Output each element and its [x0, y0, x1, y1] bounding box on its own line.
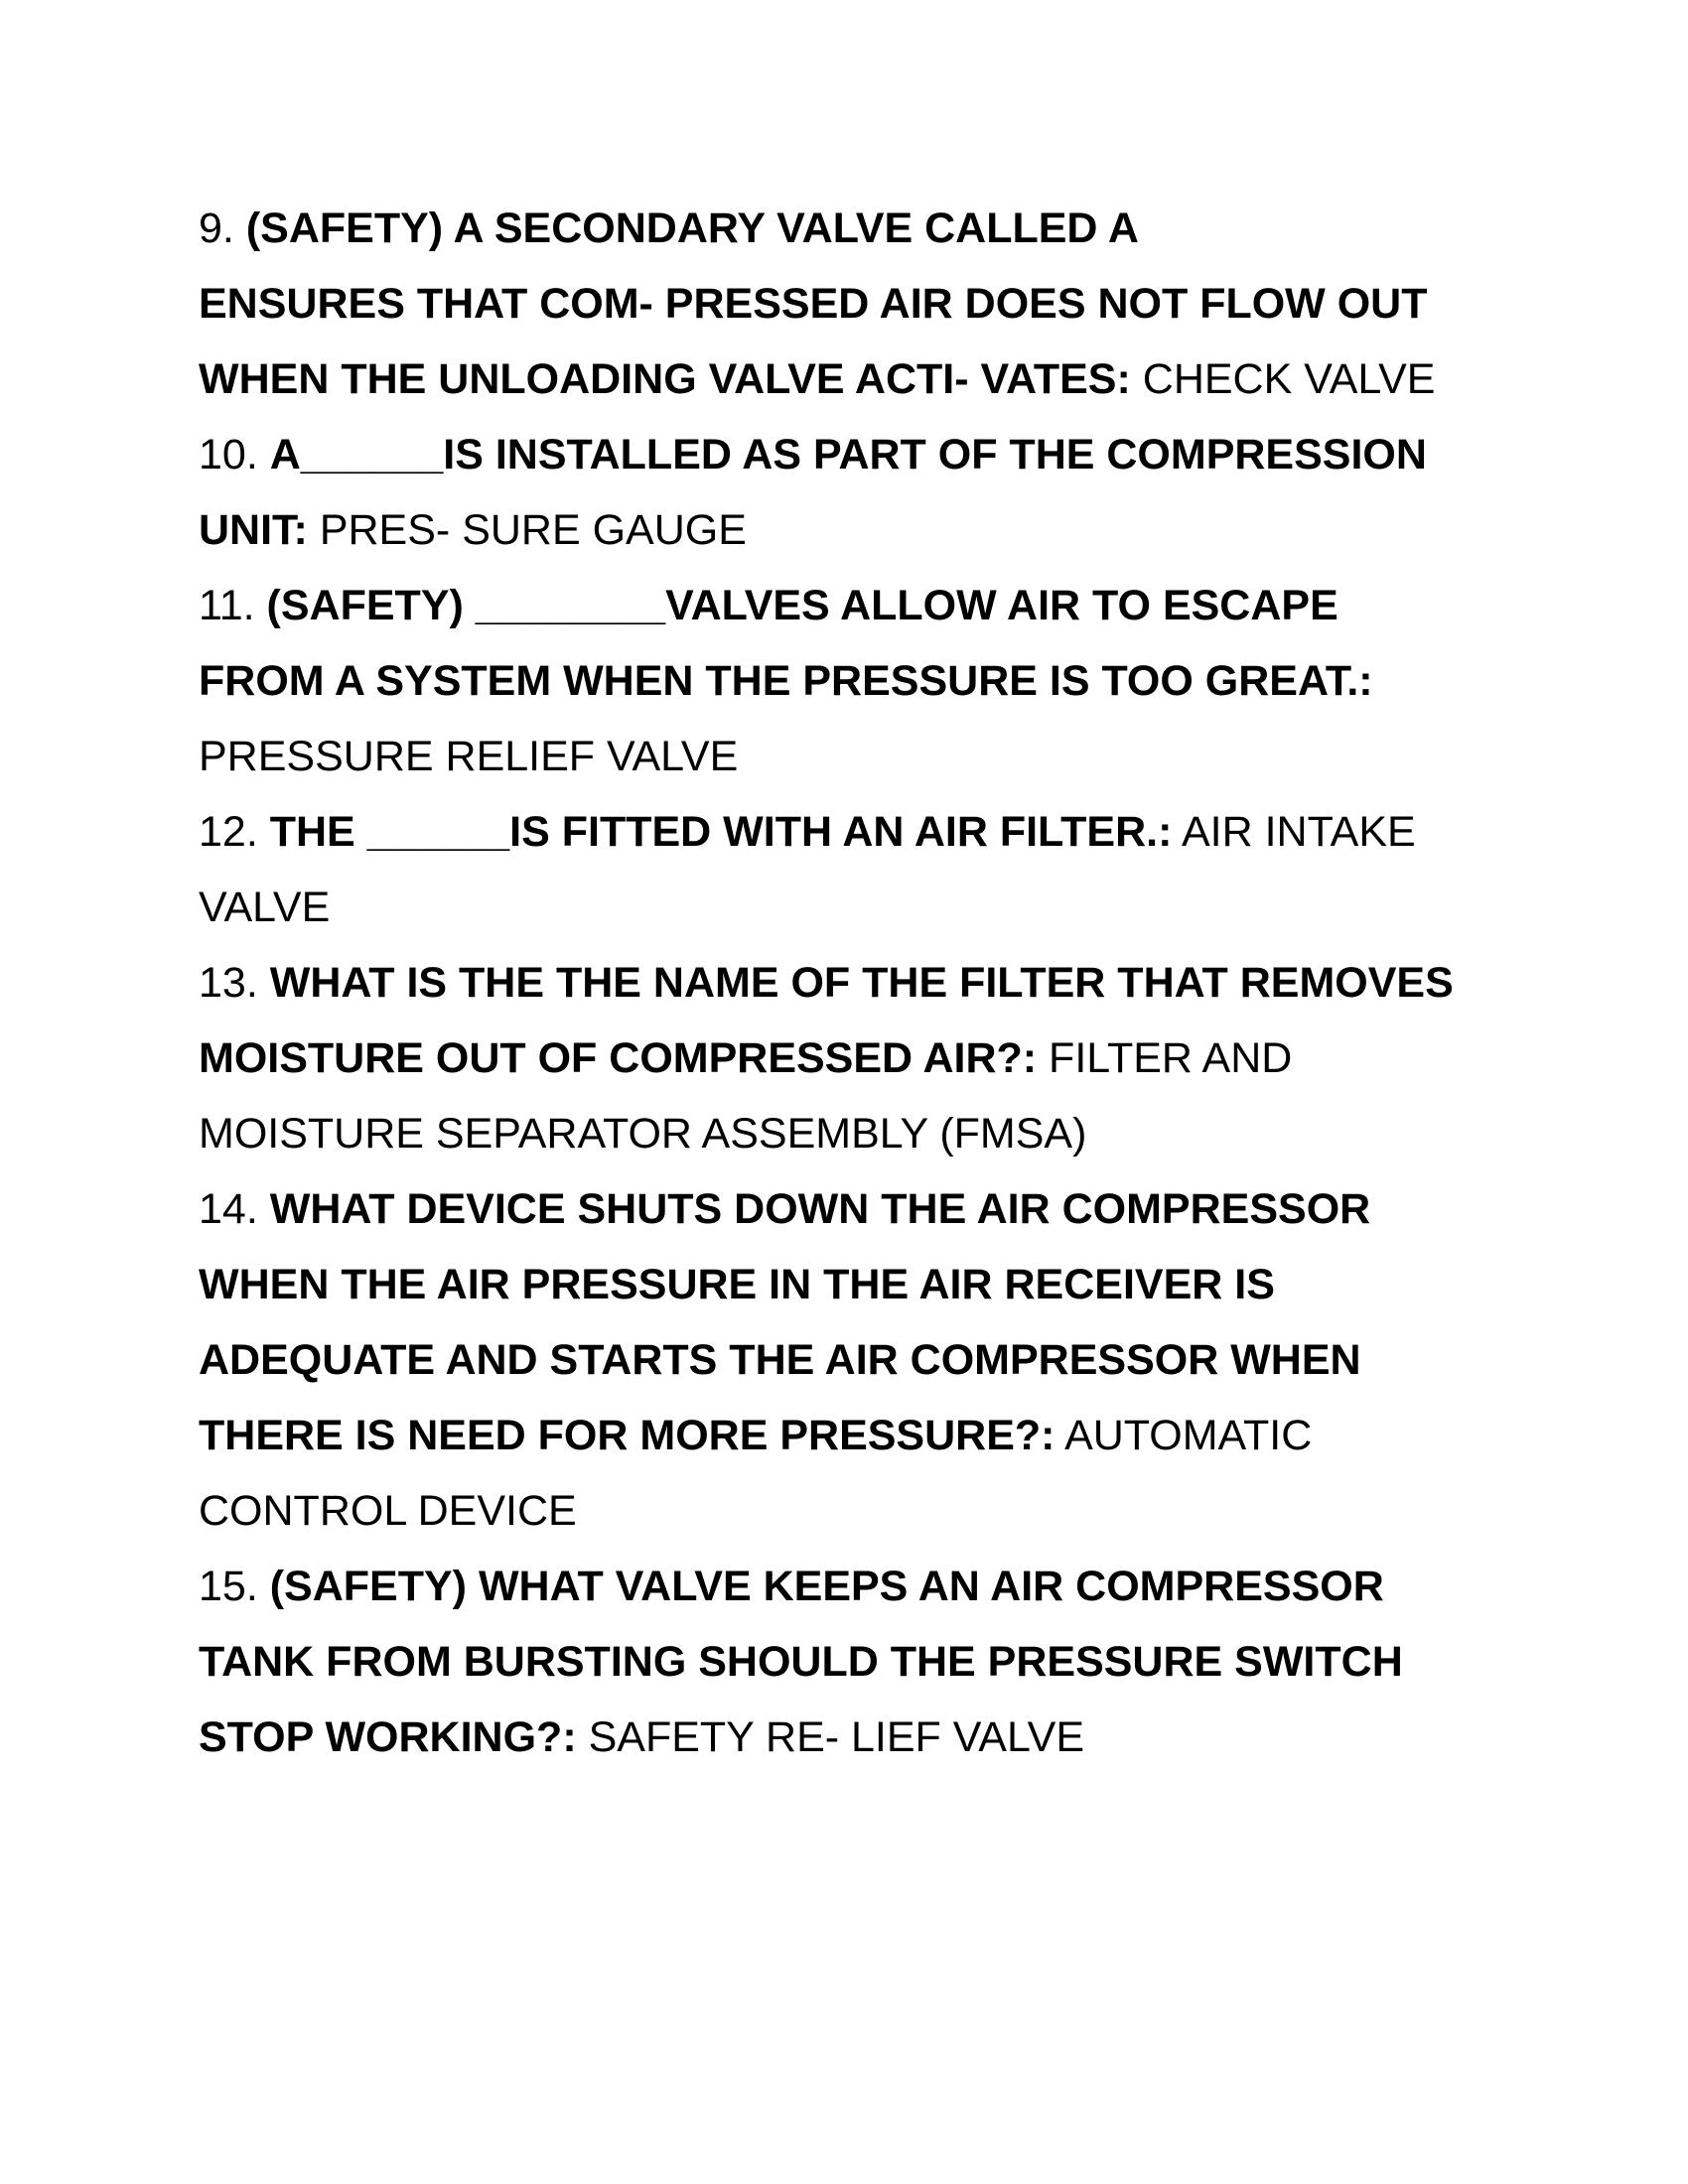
item-number: 14. [199, 1185, 258, 1233]
question-text: (SAFETY) A SECONDARY VALVE CALLED A [245, 205, 1139, 252]
question-text: (SAFETY) ________VALVES ALLOW AIR TO ESCAPE [266, 582, 1338, 629]
question-text: STOP WORKING?: [199, 1713, 577, 1761]
qa-line [199, 1322, 1489, 1398]
qa-item-14 [199, 1171, 1489, 1549]
qa-line [199, 719, 1489, 794]
qa-line [199, 1398, 1489, 1473]
qa-line [199, 568, 1489, 643]
qa-line [199, 1096, 1489, 1171]
answer-text: CHECK VALVE [1142, 355, 1436, 403]
qa-line [199, 1473, 1489, 1549]
item-number: 10. [199, 431, 258, 478]
qa-line [199, 945, 1489, 1021]
question-text: (SAFETY) WHAT VALVE KEEPS AN AIR COMPRESSOR [269, 1563, 1384, 1610]
question-text: FROM A SYSTEM WHEN THE PRESSURE IS TOO GREAT.: [199, 657, 1373, 705]
qa-line [199, 1021, 1489, 1096]
qa-line [199, 1171, 1489, 1247]
qa-line [199, 266, 1489, 341]
answer-text: CONTROL DEVICE [199, 1487, 577, 1535]
qa-item-11 [199, 568, 1489, 794]
qa-line [199, 643, 1489, 719]
qa-line [199, 1549, 1489, 1624]
qa-item-13 [199, 945, 1489, 1171]
question-text: ENSURES THAT COM- PRESSED AIR DOES NOT FLOW OUT [199, 280, 1428, 328]
item-number: 9. [199, 205, 234, 252]
answer-text: SAFETY RE- LIEF VALVE [588, 1713, 1085, 1761]
question-text: UNIT: [199, 506, 308, 554]
qa-item-15 [199, 1549, 1489, 1775]
qa-line [199, 341, 1489, 417]
item-number: 15. [199, 1563, 258, 1610]
qa-item-12 [199, 794, 1489, 945]
item-number: 11. [199, 582, 255, 629]
question-text: THE ______IS FITTED WITH AN AIR FILTER.: [269, 808, 1173, 856]
qa-item-9 [199, 191, 1489, 417]
qa-line [199, 1624, 1489, 1700]
question-text: WHEN THE AIR PRESSURE IN THE AIR RECEIVER IS [199, 1261, 1275, 1308]
question-text: WHEN THE UNLOADING VALVE ACTI- VATES: [199, 355, 1131, 403]
answer-text: AUTOMATIC [1064, 1412, 1313, 1459]
answer-text: PRES- SURE GAUGE [319, 506, 747, 554]
question-text: WHAT IS THE THE NAME OF THE FILTER THAT REMOVES [269, 959, 1454, 1007]
question-text: TANK FROM BURSTING SHOULD THE PRESSURE SWITCH [199, 1638, 1403, 1686]
question-text: THERE IS NEED FOR MORE PRESSURE?: [199, 1412, 1055, 1459]
qa-item-10 [199, 417, 1489, 568]
qa-line [199, 492, 1489, 568]
qa-line [199, 1700, 1489, 1775]
answer-text: PRESSURE RELIEF VALVE [199, 733, 739, 780]
qa-line [199, 1247, 1489, 1322]
qa-line [199, 870, 1489, 945]
answer-text: VALVE [199, 884, 331, 931]
item-number: 13. [199, 959, 258, 1007]
qa-list [199, 191, 1489, 1775]
answer-text: AIR INTAKE [1181, 808, 1416, 856]
question-text: ADEQUATE AND STARTS THE AIR COMPRESSOR WHEN [199, 1336, 1361, 1384]
qa-line [199, 794, 1489, 870]
question-text: MOISTURE OUT OF COMPRESSED AIR?: [199, 1034, 1038, 1082]
answer-text: MOISTURE SEPARATOR ASSEMBLY (FMSA) [199, 1110, 1087, 1158]
item-number: 12. [199, 808, 258, 856]
answer-text: FILTER AND [1049, 1034, 1293, 1082]
question-text: WHAT DEVICE SHUTS DOWN THE AIR COMPRESSOR [269, 1185, 1371, 1233]
question-text: A______IS INSTALLED AS PART OF THE COMPRESSION [269, 431, 1427, 478]
qa-line [199, 191, 1489, 266]
qa-line [199, 417, 1489, 492]
